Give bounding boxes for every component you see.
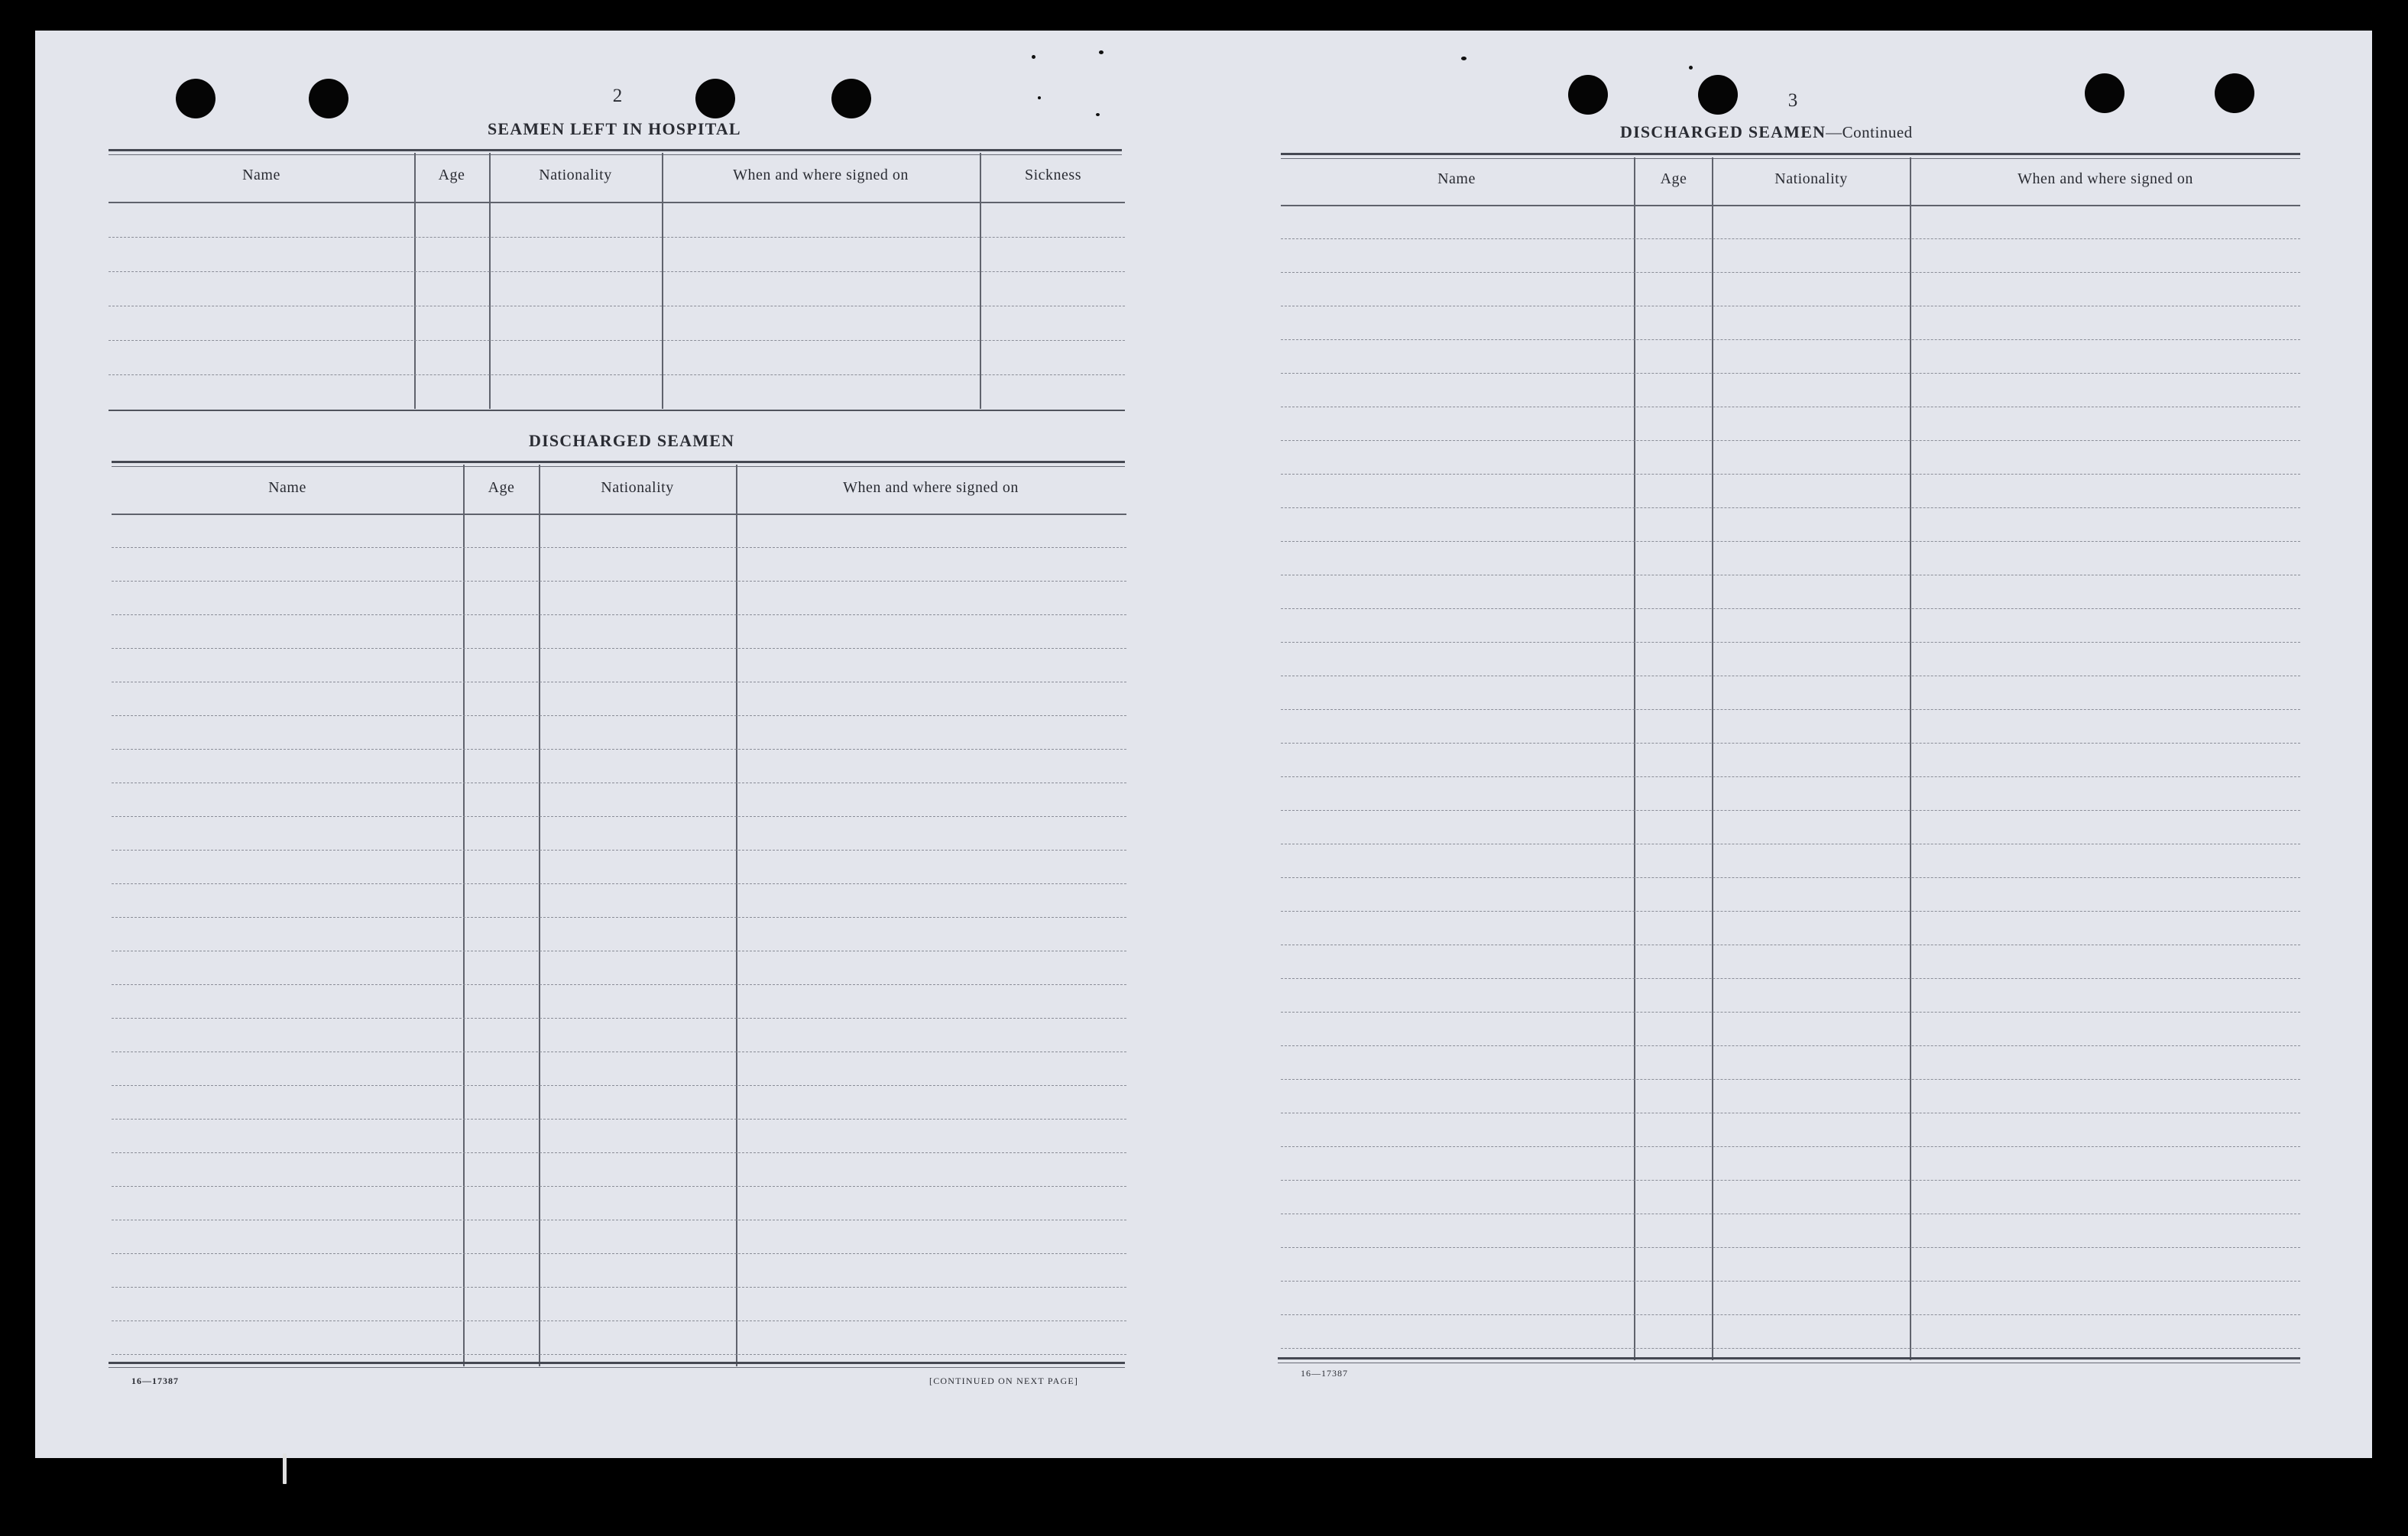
hospital-col-divider [980,153,981,409]
entry-row-line [112,547,1126,548]
discharged-col-age: Age [488,479,515,496]
entry-row-line [112,648,1126,649]
entry-row-line [1281,507,2300,508]
entry-row-line [1281,474,2300,475]
continued-title-suffix: —Continued [1826,123,1913,141]
entry-row-line [1281,1045,2300,1046]
discharged-top-rule [112,461,1125,467]
dust-speck [1689,66,1693,70]
punch-hole [1698,75,1738,115]
hospital-col-divider [662,153,663,409]
continued-section-title [1620,122,1913,142]
punch-hole [831,79,871,118]
continued-col-name: Name [1437,170,1476,187]
dust-speck [1038,96,1041,99]
entry-row-line [1281,1180,2300,1181]
punch-hole [2085,73,2124,113]
discharged-bottom-rule [109,1362,1125,1368]
entry-row-line [112,984,1126,985]
discharged-col-divider [736,465,737,1366]
entry-row-line [109,271,1125,272]
entry-row-line [1281,776,2300,777]
entry-row-line [1281,642,2300,643]
entry-row-line [1281,238,2300,239]
continued-header-rule [1281,205,2300,206]
page-number-right: 3 [1787,90,1798,111]
manifest-sheet [35,31,2372,1458]
discharged-col-name: Name [268,479,306,496]
discharged-col-signed-on: When and where signed on [843,479,1019,496]
entry-row-line [1281,608,2300,609]
dust-speck [1099,50,1104,54]
form-number-right: 16—17387 [1301,1368,1348,1379]
entry-row-line [1281,1314,2300,1315]
form-number-left: 16—17387 [131,1376,179,1386]
entry-row-line [112,850,1126,851]
entry-row-line [1281,709,2300,710]
entry-row-line [112,1186,1126,1187]
punch-hole [1568,75,1608,115]
entry-row-line [1281,810,2300,811]
discharged-col-divider [539,465,540,1366]
entry-row-line [112,581,1126,582]
punch-hole [2215,73,2254,113]
entry-row-line [1281,339,2300,340]
entry-row-line [1281,1012,2300,1013]
entry-row-line [1281,1281,2300,1282]
page-number-left: 2 [612,86,623,106]
punch-hole [309,79,348,118]
punch-hole [176,79,216,118]
dust-speck [1096,113,1100,116]
entry-row-line [1281,440,2300,441]
entry-row-line [1281,1146,2300,1147]
hospital-col-divider [489,153,491,409]
hospital-header-rule [109,202,1125,203]
entry-row-line [1281,743,2300,744]
entry-row-line [109,340,1125,341]
dust-speck [1461,57,1467,60]
entry-row-line [112,715,1126,716]
continued-title-main: DISCHARGED SEAMEN [1620,122,1826,141]
entry-row-line [112,1354,1126,1355]
entry-row-line [1281,877,2300,878]
entry-row-line [109,374,1125,375]
entry-row-line [1281,978,2300,979]
entry-row-line [112,1152,1126,1153]
entry-row-line [1281,541,2300,542]
hospital-bottom-rule [109,410,1125,411]
entry-row-line [1281,373,2300,374]
entry-row-line [1281,1247,2300,1248]
entry-row-line [1281,272,2300,273]
entry-row-line [1281,911,2300,912]
continued-col-signed-on: When and where signed on [2017,170,2193,187]
entry-row-line [112,1018,1126,1019]
entry-row-line [109,237,1125,238]
hospital-col-signed-on: When and where signed on [733,167,909,183]
hospital-col-sickness: Sickness [1025,167,1081,183]
punch-hole [695,79,735,118]
continued-bottom-rule [1278,1357,2300,1363]
hospital-col-divider [414,153,416,409]
discharged-section-title: DISCHARGED SEAMEN [529,431,735,450]
hospital-col-nationality: Nationality [539,167,612,183]
discharged-col-divider [463,465,465,1366]
entry-row-line [112,816,1126,817]
entry-row-line [112,1119,1126,1120]
entry-row-line [1281,1079,2300,1080]
hospital-top-rule [109,149,1122,155]
dust-speck [1032,55,1035,59]
continued-top-rule [1281,153,2300,159]
entry-row-line [112,749,1126,750]
entry-row-line [112,1287,1126,1288]
discharged-col-nationality: Nationality [601,479,674,496]
entry-row-line [112,1253,1126,1254]
continued-note: [CONTINUED ON NEXT PAGE] [929,1376,1079,1386]
hospital-col-name: Name [242,167,280,183]
hospital-section-title: SEAMEN LEFT IN HOSPITAL [488,119,741,138]
continued-col-nationality: Nationality [1774,170,1848,187]
discharged-header-rule [112,514,1126,515]
dust-speck [283,1453,287,1484]
entry-row-line [112,1085,1126,1086]
continued-col-age: Age [1660,170,1687,187]
entry-row-line [112,917,1126,918]
entry-row-line [112,614,1126,615]
hospital-col-age: Age [438,167,465,183]
entry-row-line [112,883,1126,884]
entry-row-line [1281,1348,2300,1349]
